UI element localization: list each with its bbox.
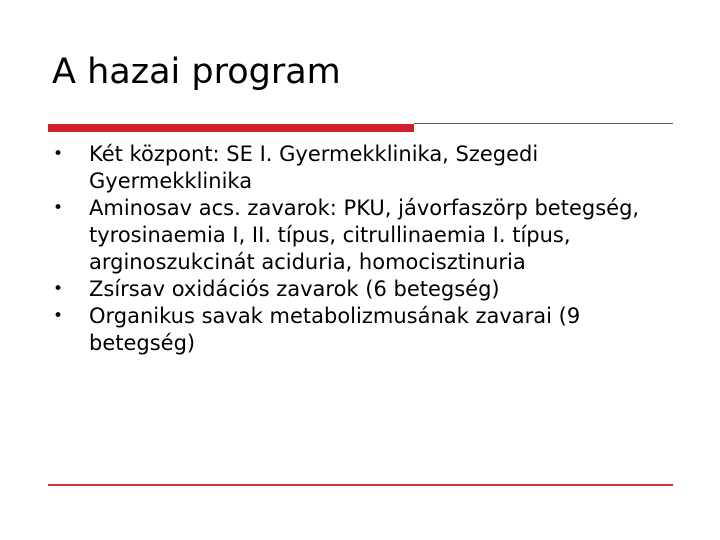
title-divider-accent (48, 124, 414, 132)
bullet-icon: • (52, 144, 64, 164)
bullet-text: Aminosav acs. zavarok: PKU, jávorfaszörp betegség, tyrosinaemia I, II. típus, citrullinaemia I. típus, arginoszukcinát aciduria, homocisztinuria (89, 196, 640, 274)
title-divider (48, 122, 673, 134)
bullet-list (52, 141, 672, 357)
bullet-text: Zsírsav oxidációs zavarok (6 betegség) (89, 277, 500, 301)
bullet-item (52, 276, 672, 303)
bullet-text: Két központ: SE I. Gyermekklinika, Szegedi Gyermekklinika (89, 142, 539, 193)
bullet-icon: • (52, 279, 64, 299)
bullet-item (52, 303, 672, 357)
bullet-item (52, 195, 672, 276)
title-divider-line (414, 123, 673, 124)
bullet-text: Organikus savak metabolizmusának zavarai (9 betegség) (89, 304, 581, 355)
footer-divider (48, 484, 673, 486)
slide-title: A hazai program (52, 52, 341, 92)
bullet-icon: • (52, 198, 64, 218)
bullet-icon: • (52, 306, 64, 326)
bullet-item (52, 141, 672, 195)
